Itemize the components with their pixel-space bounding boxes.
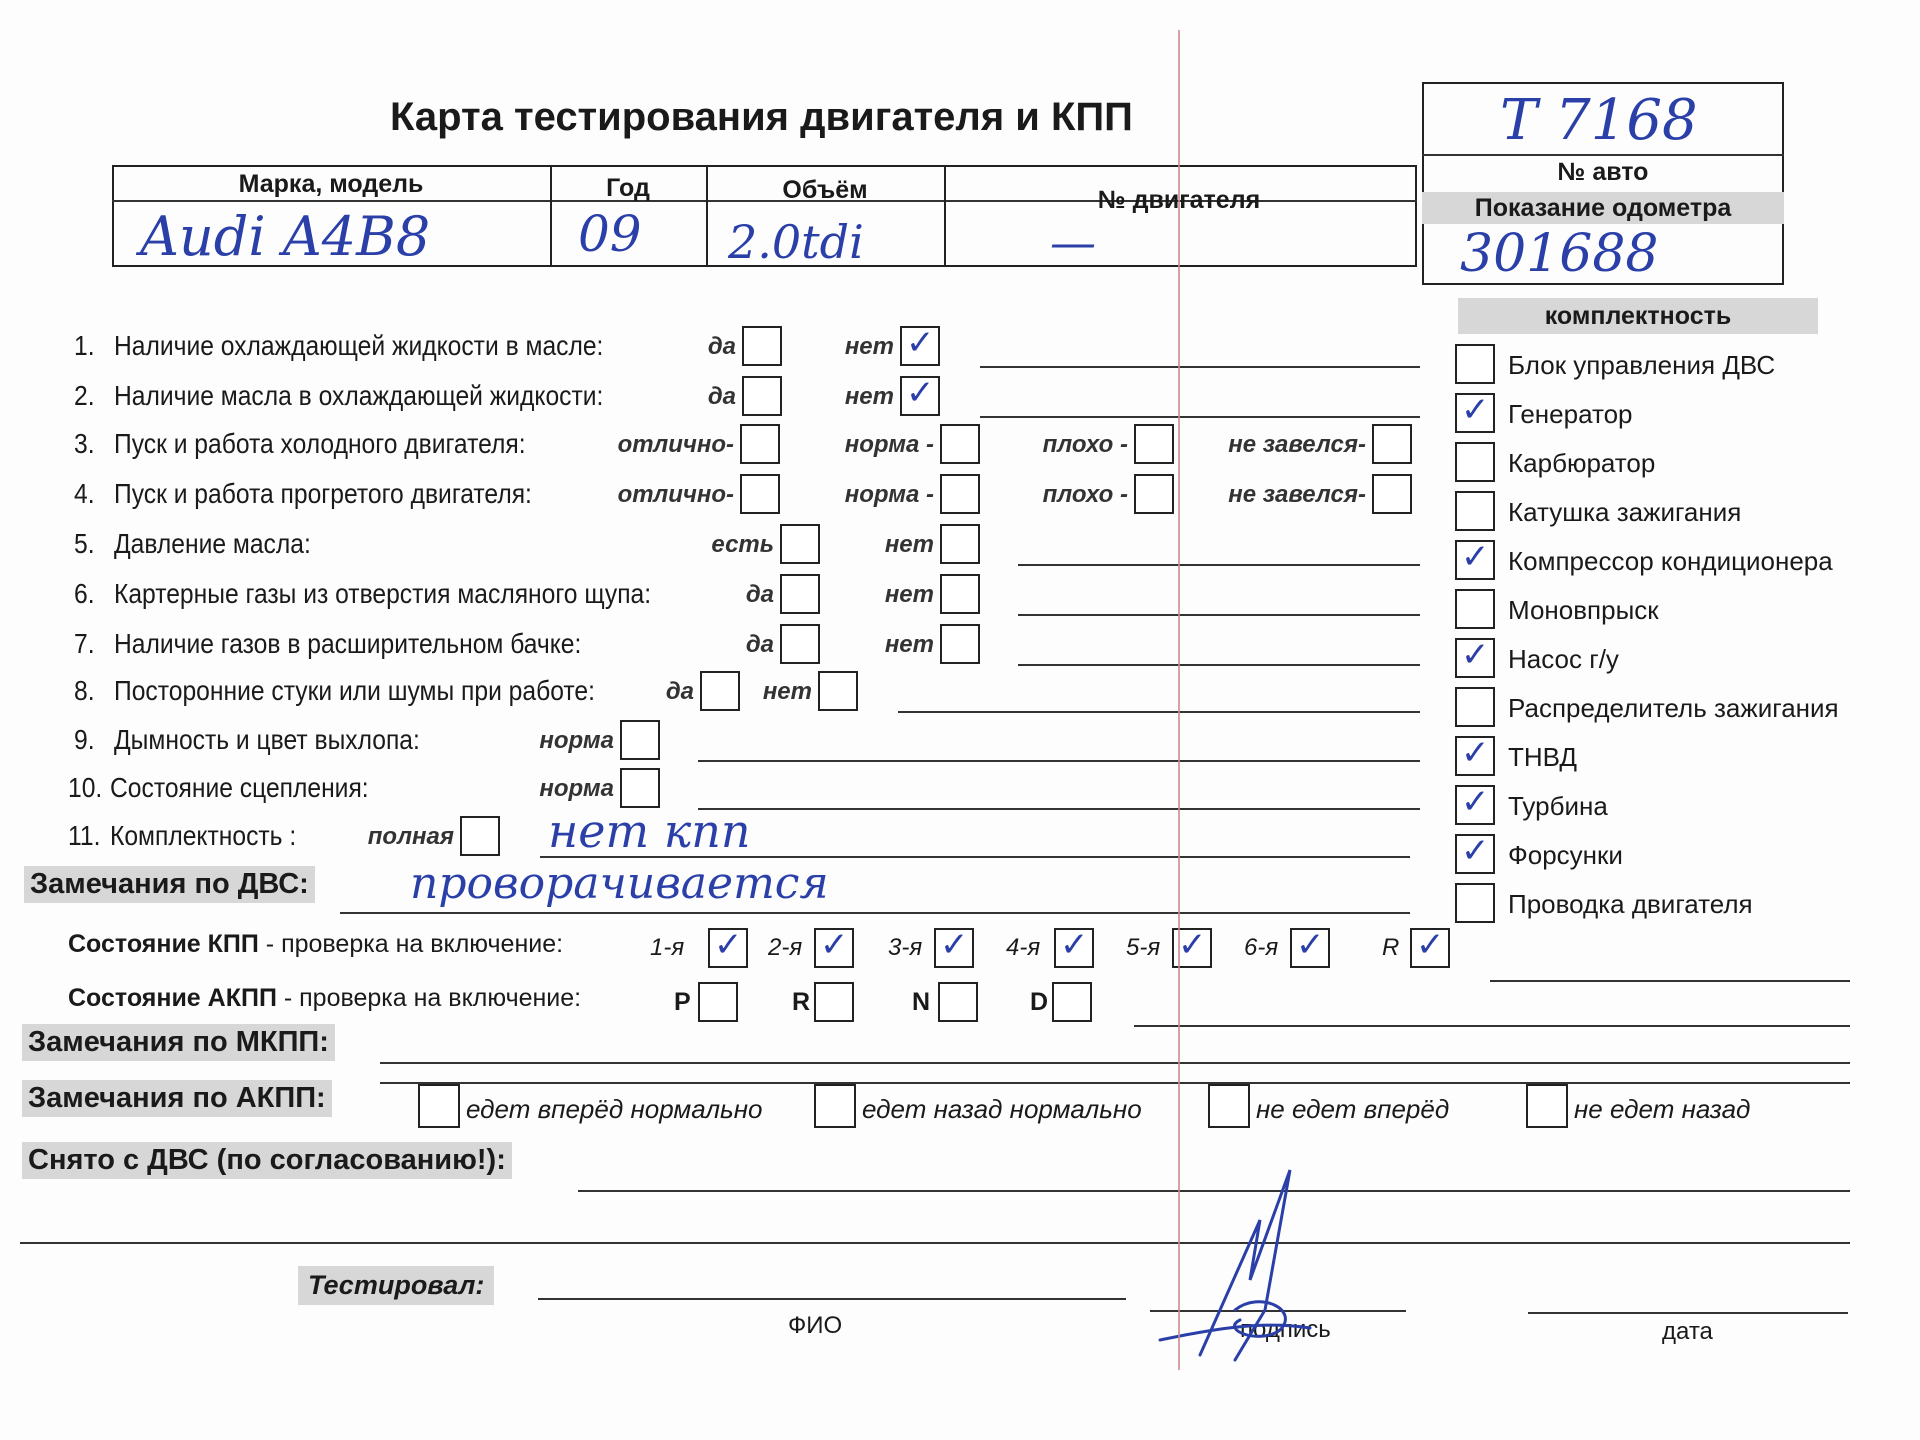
col-divider (944, 165, 946, 267)
gear-label: 5-я (1126, 934, 1161, 961)
car-box-divider (1422, 154, 1784, 156)
check-mark-icon: ✓ (1461, 831, 1490, 871)
completeness-item-label: Турбина (1508, 791, 1608, 821)
check-mark-icon: ✓ (906, 373, 935, 413)
completeness-checkbox[interactable] (1455, 883, 1495, 923)
completeness-checkbox[interactable] (1455, 635, 1495, 678)
completeness-checkbox[interactable] (1455, 733, 1495, 776)
option-checkbox[interactable] (742, 376, 782, 416)
question-number: 3. (74, 428, 95, 459)
question-number: 5. (74, 528, 95, 559)
check-mark-icon: ✓ (1461, 390, 1490, 430)
option-checkbox[interactable] (742, 326, 782, 366)
handwritten-signature (1140, 1160, 1380, 1370)
option-checkbox[interactable] (818, 671, 858, 711)
option-checkbox[interactable] (780, 574, 820, 614)
make-model-value: Audi A4B8 (140, 205, 431, 268)
completeness-title: комплектность (1544, 302, 1732, 330)
completeness-item-label: Компрессор кондиционера (1508, 546, 1833, 576)
option-label: нет (844, 333, 894, 360)
option-label: норма (539, 775, 614, 802)
check-mark-icon: ✓ (714, 925, 743, 965)
question-text: Наличие газов в расширительном бачке: (114, 628, 582, 659)
check-mark-icon: ✓ (1296, 925, 1325, 965)
akpp-remark-label: не едет назад (1574, 1094, 1751, 1124)
completeness-item-label: ТНВД (1508, 742, 1578, 772)
removed-line-2 (20, 1242, 1850, 1244)
completeness-item-label: Насос г/у (1508, 644, 1619, 674)
red-margin-line (1178, 30, 1180, 1370)
option-checkbox[interactable] (1134, 424, 1174, 464)
kpp-label (68, 930, 563, 959)
signature-caption: подпись (1240, 1316, 1331, 1343)
completeness-item-label: Катушка зажигания (1508, 497, 1742, 527)
car-number-value: T 7168 (1500, 88, 1698, 153)
check-mark-icon: ✓ (1416, 925, 1445, 965)
option-label: полная (367, 823, 454, 850)
akpp-remark-label: едет вперёд нормально (466, 1094, 763, 1124)
completeness-item-label: Карбюратор (1508, 448, 1656, 478)
option-label: да (707, 383, 736, 410)
gear-checkbox[interactable] (1054, 925, 1094, 968)
odometer-value: 301688 (1460, 224, 1659, 284)
remarks-engine-value[interactable]: проворачивается (410, 858, 829, 909)
option-label: да (707, 333, 736, 360)
option-label: нет (844, 383, 894, 410)
question-number: 8. (74, 675, 95, 706)
akpp-remark-checkbox[interactable] (1208, 1084, 1250, 1128)
answer-line (1018, 614, 1420, 616)
question-text: Дымность и цвет выхлопа: (114, 724, 420, 755)
option-label: нет (884, 531, 934, 558)
check-mark-icon: ✓ (1461, 537, 1490, 577)
gear-label: 4-я (1006, 934, 1041, 961)
question-number: 6. (74, 578, 95, 609)
completeness-checkbox[interactable] (1455, 344, 1495, 384)
option-checkbox[interactable] (900, 373, 940, 416)
question-text: Комплектность : (110, 820, 297, 851)
date-caption: дата (1662, 1318, 1713, 1345)
option-checkbox[interactable] (740, 424, 780, 464)
option-checkbox[interactable] (460, 816, 500, 856)
completeness-item-label: Форсунки (1508, 840, 1623, 870)
gear-checkbox[interactable] (1290, 925, 1330, 968)
gear-checkbox[interactable] (934, 925, 974, 968)
gear-checkbox[interactable] (708, 925, 748, 968)
remarks-engine-line (340, 912, 1410, 914)
question-number: 4. (74, 478, 95, 509)
akpp-remark-checkbox[interactable] (1526, 1084, 1568, 1128)
option-label: норма - (844, 481, 934, 508)
question-text: Наличие охлаждающей жидкости в масле: (114, 330, 604, 361)
option-checkbox[interactable] (900, 323, 940, 366)
question-text: Наличие масла в охлаждающей жидкости: (114, 380, 604, 411)
engine-number-value: — (1050, 215, 1096, 269)
check-mark-icon: ✓ (1461, 635, 1490, 675)
answer-line (1018, 664, 1420, 666)
date-line (1528, 1312, 1848, 1314)
fio-caption: ФИО (788, 1312, 843, 1339)
check-mark-icon: ✓ (940, 925, 969, 965)
completeness-checkbox[interactable] (1455, 491, 1495, 531)
akpp-position-label: P (674, 988, 691, 1016)
page-title: Карта тестирования двигателя и КПП (390, 95, 1133, 139)
check-mark-icon: ✓ (1461, 733, 1490, 773)
question-text: Пуск и работа холодного двигателя: (114, 428, 526, 459)
akpp-remark-checkbox[interactable] (814, 1084, 856, 1128)
option-label: плохо - (1042, 431, 1128, 458)
akpp-line (1134, 1025, 1850, 1027)
answer-line (980, 366, 1420, 368)
option-checkbox[interactable] (940, 424, 980, 464)
completeness-item-label: Блок управления ДВС (1508, 350, 1776, 380)
gear-label: 1-я (650, 934, 685, 961)
kpp-label-bold: Состояние КПП (68, 930, 259, 958)
remarks-akpp-label: Замечания по АКПП: (22, 1080, 332, 1117)
akpp-position-label: R (792, 988, 811, 1016)
option-label: не завелся- (1228, 431, 1366, 458)
akpp-remark-checkbox[interactable] (418, 1084, 460, 1128)
option-label: норма (539, 727, 614, 754)
gear-label: 6-я (1244, 934, 1279, 961)
question-text: Давление масла: (114, 528, 311, 559)
option-label: отлично- (617, 431, 734, 458)
question-number: 11. (68, 820, 101, 851)
option-checkbox[interactable] (740, 474, 780, 514)
akpp-label-bold: Состояние АКПП (68, 984, 277, 1012)
option-label: нет (884, 581, 934, 608)
akpp-position-label: D (1030, 988, 1049, 1016)
tested-by-label: Тестировал: (298, 1266, 494, 1305)
volume-value: 2.0tdi (728, 215, 864, 269)
question-text: Посторонние стуки или шумы при работе: (114, 675, 595, 706)
option-checkbox[interactable] (1372, 474, 1412, 514)
completeness-checkbox[interactable] (1455, 831, 1495, 874)
remarks-akpp-top-line (380, 1082, 1850, 1084)
gear-label: R (1382, 934, 1400, 961)
kpp-label-rest: - проверка на включение: (258, 930, 564, 958)
option-checkbox[interactable] (1372, 424, 1412, 464)
question-number: 9. (74, 724, 95, 755)
akpp-position-checkbox[interactable] (698, 982, 738, 1022)
option-label: есть (711, 531, 774, 558)
option-checkbox[interactable] (780, 624, 820, 664)
option-checkbox[interactable] (780, 524, 820, 564)
option-checkbox[interactable] (940, 574, 980, 614)
answer-line (698, 808, 1420, 810)
completeness-note[interactable]: нет кпп (548, 804, 751, 858)
option-checkbox[interactable] (620, 720, 660, 760)
question-number: 10. (68, 772, 103, 803)
akpp-position-checkbox[interactable] (814, 982, 854, 1022)
akpp-remark-label: едет назад нормально (862, 1094, 1142, 1124)
akpp-position-checkbox[interactable] (938, 982, 978, 1022)
gear-label: 2-я (768, 934, 803, 961)
question-text: Картерные газы из отверстия масляного щупа: (114, 578, 652, 609)
kpp-line (1490, 980, 1850, 982)
option-label: да (745, 631, 774, 658)
option-checkbox[interactable] (940, 474, 980, 514)
year-value: 09 (578, 205, 642, 263)
check-mark-icon: ✓ (820, 925, 849, 965)
option-checkbox[interactable] (1134, 474, 1174, 514)
option-label: да (665, 678, 694, 705)
akpp-remark-label: не едет вперёд (1256, 1094, 1450, 1124)
completeness-item-label: Генератор (1508, 399, 1633, 429)
remarks-mkpp-label: Замечания по МКПП: (22, 1024, 335, 1061)
year-header: Год (606, 174, 650, 202)
option-checkbox[interactable] (620, 768, 660, 808)
completeness-checkbox[interactable] (1455, 537, 1495, 580)
completeness-checkbox[interactable] (1455, 390, 1495, 433)
completeness-checkbox[interactable] (1455, 589, 1495, 629)
answer-line (898, 711, 1420, 713)
remarks-engine-label: Замечания по ДВС: (24, 866, 315, 903)
check-mark-icon: ✓ (1060, 925, 1089, 965)
completeness-item-label: Моновпрыск (1508, 595, 1659, 625)
check-mark-icon: ✓ (906, 323, 935, 363)
akpp-label-rest: - проверка на включение: (276, 984, 582, 1012)
question-number: 1. (74, 330, 95, 361)
completeness-checkbox[interactable] (1455, 442, 1495, 482)
option-label: не завелся- (1228, 481, 1366, 508)
completeness-checkbox[interactable] (1455, 782, 1495, 825)
akpp-label (68, 984, 581, 1013)
option-checkbox[interactable] (700, 671, 740, 711)
answer-line (1018, 564, 1420, 566)
car-number-label: № авто (1557, 158, 1649, 186)
question-text: Пуск и работа прогретого двигателя: (114, 478, 532, 509)
akpp-position-label: N (912, 988, 931, 1016)
question-text: Состояние сцепления: (110, 772, 369, 803)
akpp-position-checkbox[interactable] (1052, 982, 1092, 1022)
question-number: 2. (74, 380, 95, 411)
removed-label: Снято с ДВС (по согласованию!): (22, 1142, 512, 1179)
check-mark-icon: ✓ (1461, 782, 1490, 822)
completeness-item-label: Проводка двигателя (1508, 889, 1753, 919)
option-label: нет (762, 678, 812, 705)
option-label: норма - (844, 431, 934, 458)
completeness-checkbox[interactable] (1455, 687, 1495, 727)
check-mark-icon: ✓ (1178, 925, 1207, 965)
option-label: да (745, 581, 774, 608)
fio-line (538, 1298, 1126, 1300)
option-label: отлично- (617, 481, 734, 508)
gear-checkbox[interactable] (1410, 925, 1450, 968)
engine-number-header: № двигателя (1097, 186, 1261, 214)
answer-line (698, 760, 1420, 762)
option-checkbox[interactable] (940, 624, 980, 664)
question-number: 7. (74, 628, 95, 659)
odometer-label: Показание одометра (1422, 192, 1784, 224)
option-label: нет (884, 631, 934, 658)
answer-line (980, 416, 1420, 418)
volume-header: Объём (782, 176, 868, 204)
gear-label: 3-я (888, 934, 923, 961)
completeness-item-label: Распределитель зажигания (1508, 693, 1839, 723)
remarks-mkpp-line (380, 1062, 1850, 1064)
option-label: плохо - (1042, 481, 1128, 508)
gear-checkbox[interactable] (814, 925, 854, 968)
option-checkbox[interactable] (940, 524, 980, 564)
make-model-header: Марка, модель (238, 170, 424, 198)
